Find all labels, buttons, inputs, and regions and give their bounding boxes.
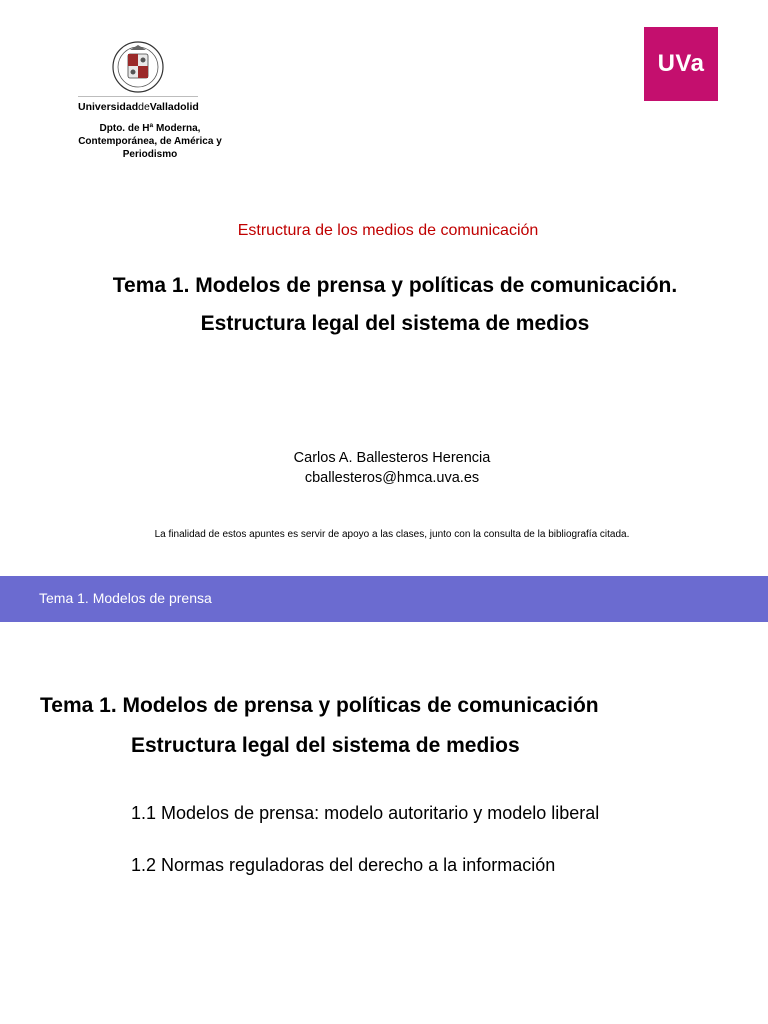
- course-title: Estructura de los medios de comunicación: [237, 222, 539, 239]
- cover-title-line-1: Tema 1. Modelos de prensa y políticas de comunicación.: [112, 274, 678, 297]
- cover-title-line-2: Estructura legal del sistema de medios: [200, 312, 590, 335]
- author-email: cballesteros@hmca.uva.es: [304, 470, 480, 486]
- slide-subtitle: Estructura legal del sistema de medios: [131, 734, 520, 757]
- university-seal-logo: [108, 40, 168, 94]
- logo-divider: [78, 96, 198, 97]
- department-name: Dpto. de Hª Moderna, Contemporánea, de América y Periodismo: [78, 123, 222, 160]
- uva-logo: UVa: [644, 27, 718, 101]
- university-name: UniversidaddeValladolid: [78, 101, 199, 113]
- slide-list-item: 1.2 Normas reguladoras del derecho a la información: [131, 855, 556, 875]
- slide-list-item: 1.1 Modelos de prensa: modelo autoritario y modelo liberal: [131, 803, 600, 823]
- author-name: Carlos A. Ballesteros Herencia: [293, 450, 491, 466]
- slide-title: Tema 1. Modelos de prensa y políticas de comunicación: [40, 694, 599, 717]
- disclaimer-note: La finalidad de estos apuntes es servir de apoyo a las clases, junto con la consulta de la bibliografía citada.: [154, 529, 630, 540]
- section-band-label: Tema 1. Modelos de prensa: [39, 590, 212, 606]
